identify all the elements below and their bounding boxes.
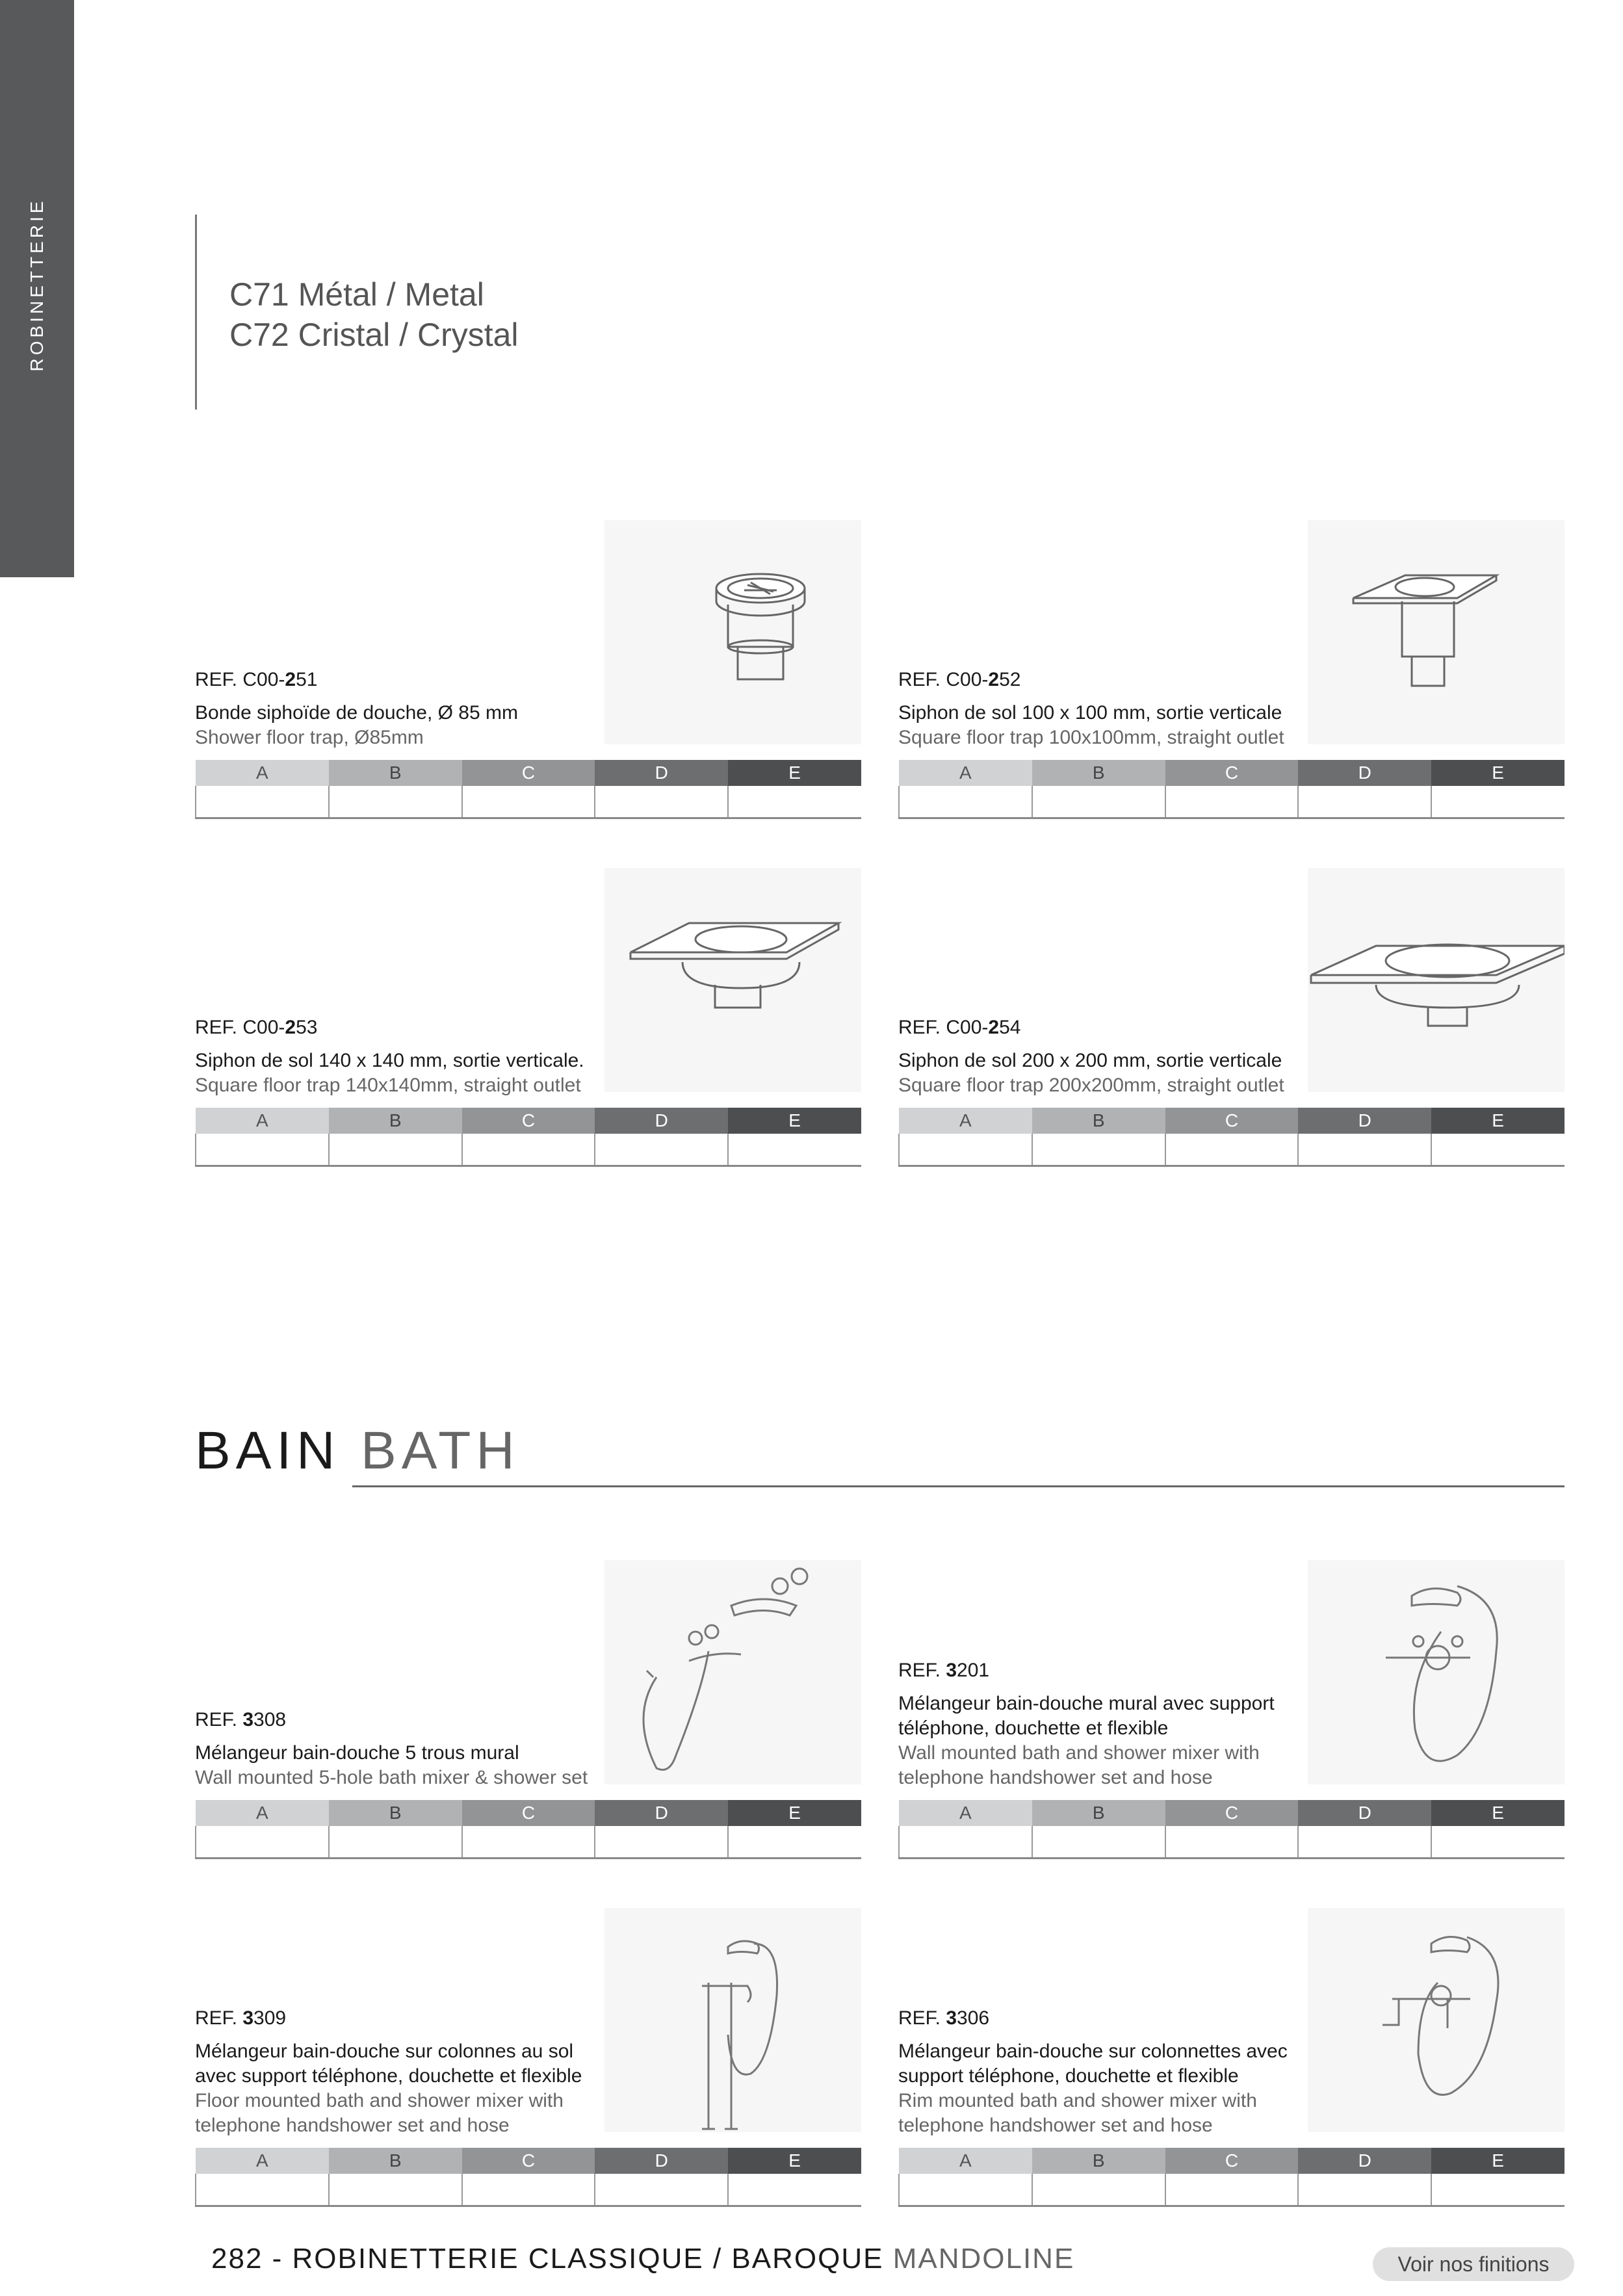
- product-description-fr: Mélangeur bain-douche sur colonnes au sol avec support téléphone, douchette et flexible: [195, 2041, 582, 2087]
- finish-cell: [1165, 786, 1299, 818]
- large-floor-trap-icon: [1308, 868, 1565, 1092]
- floor-bath-mixer-icon: [604, 1908, 861, 2132]
- finish-crystal: C72 Cristal / Crystal: [229, 317, 519, 353]
- finish-col-e: E: [728, 760, 861, 786]
- finish-col-d: D: [595, 760, 728, 786]
- product-description-en: Rim mounted bath and shower mixer with telephone handshower set and hose: [898, 2090, 1257, 2136]
- product-description-fr: Mélangeur bain-douche 5 trous mural: [195, 1742, 519, 1764]
- section-title-fr: BAIN: [195, 1421, 341, 1480]
- finish-cell: [1165, 2174, 1299, 2206]
- finish-cell: [595, 1134, 728, 1166]
- finish-col-d: D: [1298, 1108, 1431, 1134]
- product-description-fr: Bonde siphoïde de douche, Ø 85 mm: [195, 702, 518, 724]
- finish-col-c: C: [1165, 760, 1299, 786]
- finish-col-a: A: [196, 760, 329, 786]
- finish-col-e: E: [728, 2148, 861, 2174]
- finish-cell: [196, 2174, 329, 2206]
- finish-cell: [462, 1134, 595, 1166]
- finish-table: [898, 1800, 1565, 1859]
- finish-col-a: A: [899, 1108, 1032, 1134]
- product-ref: REF. C00-251: [195, 669, 318, 690]
- finish-cell: [196, 786, 329, 818]
- finish-col-e: E: [1431, 1800, 1565, 1826]
- finish-cell: [595, 786, 728, 818]
- finish-col-c: C: [462, 2148, 595, 2174]
- footer-text: 282 - ROBINETTERIE CLASSIQUE / BAROQUE: [211, 2243, 884, 2275]
- product-description-en: Square floor trap 100x100mm, straight outlet: [898, 727, 1284, 748]
- finish-col-a: A: [899, 2148, 1032, 2174]
- finish-cell: [462, 1826, 595, 1859]
- finish-cell: [462, 2174, 595, 2206]
- page-footer: [211, 2243, 1074, 2275]
- product-ref: REF. C00-252: [898, 669, 1021, 690]
- finish-cell: [1298, 2174, 1431, 2206]
- product-description-fr: Mélangeur bain-douche mural avec support téléphone, douchette et flexible: [898, 1693, 1275, 1739]
- finish-col-d: D: [595, 1108, 728, 1134]
- finish-col-d: D: [595, 1800, 728, 1826]
- finish-cell: [1431, 2174, 1565, 2206]
- product-card: [898, 1908, 1565, 2207]
- finish-cell: [595, 2174, 728, 2206]
- finish-col-e: E: [728, 1800, 861, 1826]
- product-description-fr: Mélangeur bain-douche sur colonnettes avec support téléphone, douchette et flexible: [898, 2041, 1288, 2087]
- finish-cell: [1032, 1134, 1165, 1166]
- finish-col-a: A: [899, 760, 1032, 786]
- finish-table: [195, 1108, 861, 1167]
- finish-col-b: B: [1032, 760, 1165, 786]
- finish-col-e: E: [1431, 760, 1565, 786]
- finish-cell: [1298, 1826, 1431, 1859]
- product-card: [195, 1908, 861, 2207]
- finish-cell: [728, 1826, 861, 1859]
- wall-bath-mixer-icon: [1308, 1560, 1565, 1784]
- finish-col-d: D: [1298, 2148, 1431, 2174]
- product-card: [898, 1560, 1565, 1859]
- finish-col-b: B: [329, 760, 462, 786]
- round-shower-trap-icon: [604, 520, 861, 744]
- finish-metal: C71 Métal / Metal: [229, 276, 484, 313]
- finish-cell: [1165, 1134, 1299, 1166]
- finish-col-b: B: [329, 2148, 462, 2174]
- side-tab-label: ROBINETTERIE: [27, 198, 47, 372]
- finish-cell: [595, 1826, 728, 1859]
- finish-col-c: C: [1165, 1800, 1299, 1826]
- finish-cell: [329, 1134, 462, 1166]
- product-description-en: Wall mounted 5-hole bath mixer & shower set: [195, 1767, 588, 1788]
- side-tab: [0, 0, 74, 577]
- finish-cell: [329, 2174, 462, 2206]
- product-description-en: Square floor trap 200x200mm, straight outlet: [898, 1075, 1284, 1096]
- square-floor-trap-icon: [1308, 520, 1565, 744]
- section-title-en: BATH: [361, 1421, 520, 1480]
- finish-cell: [728, 2174, 861, 2206]
- finish-table: [195, 760, 861, 819]
- finish-table: [195, 2148, 861, 2207]
- finish-cell: [1032, 2174, 1165, 2206]
- product-description-fr: Siphon de sol 140 x 140 mm, sortie verticale.: [195, 1050, 584, 1071]
- finish-col-e: E: [1431, 2148, 1565, 2174]
- product-card: [195, 868, 861, 1167]
- finish-cell: [728, 1134, 861, 1166]
- finish-col-c: C: [462, 1108, 595, 1134]
- finish-cell: [899, 1826, 1032, 1859]
- finish-cell: [899, 786, 1032, 818]
- finish-cell: [462, 786, 595, 818]
- product-ref: REF. C00-253: [195, 1017, 318, 1038]
- product-description-en: Square floor trap 140x140mm, straight outlet: [195, 1075, 581, 1096]
- product-card: [898, 868, 1565, 1167]
- finish-table: [195, 1800, 861, 1859]
- product-ref: REF. 3201: [898, 1660, 990, 1681]
- finish-col-c: C: [462, 760, 595, 786]
- finish-col-b: B: [329, 1800, 462, 1826]
- finish-cell: [1298, 786, 1431, 818]
- finish-col-c: C: [1165, 2148, 1299, 2174]
- finish-col-d: D: [1298, 1800, 1431, 1826]
- finish-cell: [728, 786, 861, 818]
- finish-cell: [1431, 786, 1565, 818]
- finish-table: [898, 2148, 1565, 2207]
- finish-col-b: B: [329, 1108, 462, 1134]
- section-rule: [352, 1485, 1565, 1487]
- finish-table: [898, 760, 1565, 819]
- product-description-fr: Siphon de sol 100 x 100 mm, sortie verticale: [898, 702, 1282, 724]
- finish-table: [898, 1108, 1565, 1167]
- product-card: [195, 520, 861, 819]
- product-ref: REF. C00-254: [898, 1017, 1021, 1038]
- product-card: [898, 520, 1565, 819]
- finish-cell: [1431, 1134, 1565, 1166]
- finish-col-a: A: [196, 1800, 329, 1826]
- finish-col-b: B: [1032, 1108, 1165, 1134]
- product-ref: REF. 3308: [195, 1709, 287, 1730]
- finishes-heading: [195, 215, 519, 410]
- finish-cell: [329, 1826, 462, 1859]
- rim-bath-mixer-icon: [1308, 1908, 1565, 2132]
- product-ref: REF. 3306: [898, 2007, 990, 2029]
- finish-cell: [1032, 1826, 1165, 1859]
- square-floor-trap-icon: [604, 868, 861, 1092]
- finish-col-e: E: [1431, 1108, 1565, 1134]
- finish-cell: [899, 2174, 1032, 2206]
- finish-col-c: C: [462, 1800, 595, 1826]
- finish-cell: [329, 786, 462, 818]
- product-description-en: Floor mounted bath and shower mixer with telephone handshower set and hose: [195, 2090, 564, 2136]
- finish-col-a: A: [196, 2148, 329, 2174]
- finish-cell: [196, 1826, 329, 1859]
- finish-col-c: C: [1165, 1108, 1299, 1134]
- finish-cell: [1431, 1826, 1565, 1859]
- finish-col-a: A: [196, 1108, 329, 1134]
- finish-cell: [1298, 1134, 1431, 1166]
- section-header: [195, 1420, 1565, 1492]
- product-description-fr: Siphon de sol 200 x 200 mm, sortie verticale: [898, 1050, 1282, 1071]
- bath-mixer-5-hole-icon: [604, 1560, 861, 1784]
- finish-col-e: E: [728, 1108, 861, 1134]
- footer-brand: MANDOLINE: [892, 2243, 1075, 2275]
- finish-col-d: D: [1298, 760, 1431, 786]
- product-ref: REF. 3309: [195, 2007, 287, 2029]
- product-card: [195, 1560, 861, 1859]
- product-description-en: Shower floor trap, Ø85mm: [195, 727, 424, 748]
- finish-cell: [196, 1134, 329, 1166]
- finish-col-b: B: [1032, 1800, 1165, 1826]
- see-finishes-button[interactable]: Voir nos finitions: [1373, 2247, 1574, 2281]
- finish-cell: [1032, 786, 1165, 818]
- finish-cell: [899, 1134, 1032, 1166]
- finish-cell: [1165, 1826, 1299, 1859]
- product-description-en: Wall mounted bath and shower mixer with telephone handshower set and hose: [898, 1742, 1260, 1788]
- finish-col-b: B: [1032, 2148, 1165, 2174]
- finish-col-d: D: [595, 2148, 728, 2174]
- finish-col-a: A: [899, 1800, 1032, 1826]
